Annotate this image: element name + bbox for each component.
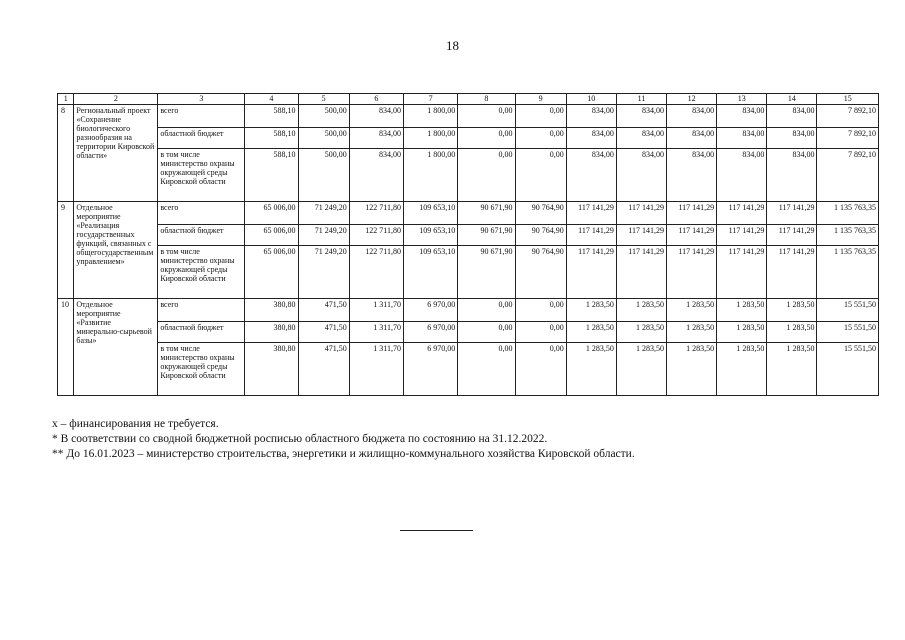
table-row: [58, 149, 879, 202]
amount-cell: 1 283,50: [667, 322, 717, 343]
amount-cell: 834,00: [566, 128, 616, 149]
amount-cell: 380,80: [245, 299, 298, 322]
amount-cell: 1 311,70: [349, 299, 403, 322]
amount-cell: 1 283,50: [717, 343, 767, 396]
item-title: Региональный проект «Сохранение биологического разнообразия на территории Кировской области»: [74, 105, 158, 202]
amount-cell: 0,00: [515, 149, 566, 202]
funding-source-label: в том числе министерство охраны окружающей среды Кировской области: [158, 343, 245, 396]
amount-cell: 122 711,80: [349, 246, 403, 299]
amount-cell: 1 283,50: [616, 343, 666, 396]
amount-cell: 380,80: [245, 343, 298, 396]
amount-cell: 588,10: [245, 105, 298, 128]
amount-cell: 1 283,50: [767, 322, 817, 343]
amount-cell: 1 283,50: [566, 343, 616, 396]
amount-cell: 588,10: [245, 128, 298, 149]
column-number-header: 1: [58, 94, 74, 105]
amount-cell: 90 671,90: [458, 202, 515, 225]
amount-cell: 834,00: [667, 105, 717, 128]
footnote-double-asterisk: ** До 16.01.2023 – министерство строительства, энергетики и жилищно-коммунального хозяйства Кировской области.: [52, 448, 635, 460]
amount-cell: 1 283,50: [767, 343, 817, 396]
amount-cell: 117 141,29: [616, 225, 666, 246]
amount-cell: 471,50: [298, 343, 349, 396]
amount-cell: 6 970,00: [403, 299, 457, 322]
amount-cell: 471,50: [298, 299, 349, 322]
column-number-header: 7: [403, 94, 457, 105]
amount-cell: 117 141,29: [767, 202, 817, 225]
table-row: [58, 202, 879, 225]
amount-cell: 71 249,20: [298, 202, 349, 225]
amount-cell: 834,00: [767, 105, 817, 128]
amount-cell: 1 283,50: [767, 299, 817, 322]
amount-cell: 109 653,10: [403, 246, 457, 299]
amount-cell: 500,00: [298, 128, 349, 149]
amount-cell: 1 800,00: [403, 149, 457, 202]
amount-cell: 1 135 763,35: [817, 246, 879, 299]
amount-cell: 1 283,50: [616, 322, 666, 343]
amount-cell: 834,00: [349, 128, 403, 149]
funding-source-label: областной бюджет: [158, 225, 245, 246]
column-number-header: 11: [616, 94, 666, 105]
funding-source-label: в том числе министерство охраны окружающей среды Кировской области: [158, 246, 245, 299]
amount-cell: 0,00: [515, 299, 566, 322]
amount-cell: 65 006,00: [245, 202, 298, 225]
amount-cell: 117 141,29: [717, 202, 767, 225]
amount-cell: 117 141,29: [616, 246, 666, 299]
table-row: [58, 128, 879, 149]
amount-cell: 117 141,29: [717, 246, 767, 299]
amount-cell: 117 141,29: [566, 202, 616, 225]
footnotes: [52, 417, 882, 462]
table-row: [58, 343, 879, 396]
table-row: [58, 322, 879, 343]
amount-cell: 0,00: [515, 343, 566, 396]
amount-cell: 15 551,50: [817, 343, 879, 396]
amount-cell: 15 551,50: [817, 299, 879, 322]
amount-cell: 117 141,29: [667, 225, 717, 246]
amount-cell: 834,00: [717, 105, 767, 128]
amount-cell: 0,00: [458, 343, 515, 396]
amount-cell: 380,80: [245, 322, 298, 343]
page-number: 18: [446, 38, 459, 53]
amount-cell: 117 141,29: [717, 225, 767, 246]
amount-cell: 1 283,50: [667, 299, 717, 322]
amount-cell: 834,00: [566, 105, 616, 128]
amount-cell: 1 283,50: [717, 299, 767, 322]
amount-cell: 122 711,80: [349, 225, 403, 246]
amount-cell: 834,00: [616, 128, 666, 149]
amount-cell: 122 711,80: [349, 202, 403, 225]
column-number-header: 2: [74, 94, 158, 105]
amount-cell: 1 283,50: [566, 322, 616, 343]
amount-cell: 0,00: [515, 322, 566, 343]
amount-cell: 1 311,70: [349, 343, 403, 396]
funding-source-label: областной бюджет: [158, 322, 245, 343]
column-number-header: 14: [767, 94, 817, 105]
amount-cell: 7 892,10: [817, 149, 879, 202]
amount-cell: 834,00: [667, 128, 717, 149]
amount-cell: 65 006,00: [245, 225, 298, 246]
amount-cell: 834,00: [717, 149, 767, 202]
amount-cell: 0,00: [458, 322, 515, 343]
amount-cell: 0,00: [458, 128, 515, 149]
amount-cell: 1 283,50: [667, 343, 717, 396]
amount-cell: 834,00: [616, 149, 666, 202]
amount-cell: 6 970,00: [403, 343, 457, 396]
funding-source-label: в том числе министерство охраны окружающей среды Кировской области: [158, 149, 245, 202]
amount-cell: 1 283,50: [616, 299, 666, 322]
column-number-header: 8: [458, 94, 515, 105]
table-row: [58, 105, 879, 128]
column-number-header: 13: [717, 94, 767, 105]
column-number-header: 10: [566, 94, 616, 105]
footnote-single-asterisk: * В соответствии со сводной бюджетной росписью областного бюджета по состоянию на 31.12.2022.: [52, 433, 548, 445]
funding-source-label: всего: [158, 299, 245, 322]
amount-cell: 0,00: [458, 105, 515, 128]
amount-cell: 834,00: [349, 105, 403, 128]
amount-cell: 71 249,20: [298, 225, 349, 246]
amount-cell: 6 970,00: [403, 322, 457, 343]
amount-cell: 1 135 763,35: [817, 202, 879, 225]
amount-cell: 15 551,50: [817, 322, 879, 343]
table-body: [58, 105, 879, 396]
amount-cell: 71 249,20: [298, 246, 349, 299]
funding-source-label: всего: [158, 202, 245, 225]
column-number-header: 6: [349, 94, 403, 105]
amount-cell: 90 764,90: [515, 246, 566, 299]
amount-cell: 109 653,10: [403, 225, 457, 246]
amount-cell: 0,00: [458, 299, 515, 322]
funding-source-label: всего: [158, 105, 245, 128]
amount-cell: 0,00: [515, 128, 566, 149]
funding-source-label: областной бюджет: [158, 128, 245, 149]
amount-cell: 834,00: [566, 149, 616, 202]
amount-cell: 117 141,29: [667, 202, 717, 225]
amount-cell: 7 892,10: [817, 105, 879, 128]
amount-cell: 0,00: [458, 149, 515, 202]
column-number-header: 15: [817, 94, 879, 105]
amount-cell: 0,00: [515, 105, 566, 128]
amount-cell: 500,00: [298, 105, 349, 128]
amount-cell: 109 653,10: [403, 202, 457, 225]
amount-cell: 117 141,29: [767, 246, 817, 299]
amount-cell: 834,00: [767, 128, 817, 149]
item-number: 10: [58, 299, 74, 396]
amount-cell: 588,10: [245, 149, 298, 202]
amount-cell: 117 141,29: [566, 225, 616, 246]
amount-cell: 834,00: [349, 149, 403, 202]
amount-cell: 1 311,70: [349, 322, 403, 343]
amount-cell: 471,50: [298, 322, 349, 343]
amount-cell: 117 141,29: [767, 225, 817, 246]
column-number-header: 9: [515, 94, 566, 105]
amount-cell: 834,00: [767, 149, 817, 202]
footnote-x: х – финансирования не требуется.: [52, 418, 219, 430]
item-title: Отдельное мероприятие «Реализация государственных функций, связанных с общегосударственным управлением»: [74, 202, 158, 299]
amount-cell: 1 283,50: [717, 322, 767, 343]
amount-cell: 1 800,00: [403, 105, 457, 128]
amount-cell: 834,00: [667, 149, 717, 202]
amount-cell: 90 671,90: [458, 225, 515, 246]
column-number-header: 5: [298, 94, 349, 105]
column-number-header: 4: [245, 94, 298, 105]
column-number-row: [58, 94, 879, 105]
column-number-header: 3: [158, 94, 245, 105]
amount-cell: 834,00: [717, 128, 767, 149]
amount-cell: 117 141,29: [616, 202, 666, 225]
amount-cell: 90 764,90: [515, 202, 566, 225]
item-title: Отдельное мероприятие «Развитие минерально-сырьевой базы»: [74, 299, 158, 396]
amount-cell: 90 671,90: [458, 246, 515, 299]
budget-table: [57, 93, 879, 396]
amount-cell: 7 892,10: [817, 128, 879, 149]
amount-cell: 1 800,00: [403, 128, 457, 149]
amount-cell: 1 135 763,35: [817, 225, 879, 246]
amount-cell: 90 764,90: [515, 225, 566, 246]
item-number: 9: [58, 202, 74, 299]
table-row: [58, 246, 879, 299]
amount-cell: 117 141,29: [667, 246, 717, 299]
amount-cell: 117 141,29: [566, 246, 616, 299]
table-row: [58, 225, 879, 246]
amount-cell: 834,00: [616, 105, 666, 128]
amount-cell: 500,00: [298, 149, 349, 202]
separator-line: [400, 530, 473, 531]
amount-cell: 65 006,00: [245, 246, 298, 299]
table-row: [58, 299, 879, 322]
column-number-header: 12: [667, 94, 717, 105]
item-number: 8: [58, 105, 74, 202]
amount-cell: 1 283,50: [566, 299, 616, 322]
